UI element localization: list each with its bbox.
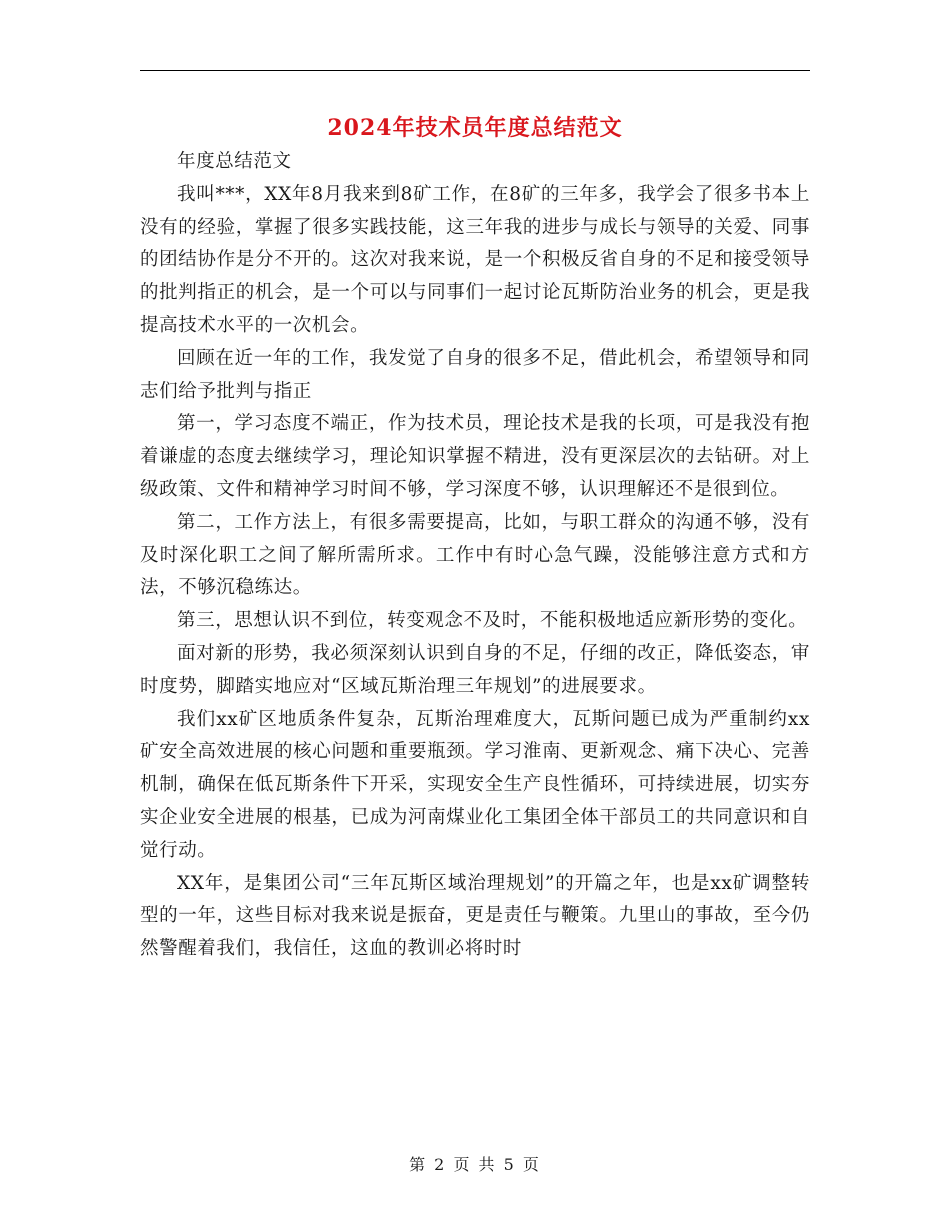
body-paragraph: 第二，工作方法上，有很多需要提高，比如，与职工群众的沟通不够，没有及时深化职工之间了解所需所求。工作中有时心急气躁，没能够注意方式和方法，不够沉稳练达。 <box>140 511 810 599</box>
body-paragraph: 年度总结范文 <box>177 151 292 172</box>
body-paragraph: XX年，是集团公司“三年瓦斯区域治理规划”的开篇之年，也是xx矿调整转型的一年，这些目标对我来说是振奋，更是责任与鞭策。九里山的事故，至今仍然警醒着我们，我信任，这血的教训必将时时 <box>140 872 810 960</box>
document-title: 2024年技术员年度总结范文 <box>327 115 623 141</box>
body-paragraph: 回顾在近一年的工作，我发觉了自身的很多不足，借此机会，希望领导和同志们给予批判与指正 <box>140 347 810 402</box>
body-paragraph: 面对新的形势，我必须深刻认识到自身的不足，仔细的改正，降低姿态，审时度势，脚踏实地应对“区域瓦斯治理三年规划”的进展要求。 <box>140 642 810 697</box>
body-paragraph: 我们xx矿区地质条件复杂，瓦斯治理难度大，瓦斯问题已成为严重制约xx矿安全高效进展的核心问题和重要瓶颈。学习淮南、更新观念、痛下决心、完善机制，确保在低瓦斯条件下开采，实现安全生产良性循环，可持续进展，切实夯实企业安全进展的根基，已成为河南煤业化工集团全体干部员工的共同意识和自觉行动。 <box>140 708 810 861</box>
body-paragraph: 第一，学习态度不端正，作为技术员，理论技术是我的长项，可是我没有抱着谦虚的态度去继续学习，理论知识掌握不精进，没有更深层次的去钻研。对上级政策、文件和精神学习时间不够，学习深度不够，认识理解还不是很到位。 <box>140 413 810 500</box>
body-paragraph: 第三，思想认识不到位，转变观念不及时，不能积极地适应新形势的变化。 <box>177 610 808 632</box>
header-rule <box>140 70 810 71</box>
document-body <box>140 146 810 966</box>
page-number-footer: 第 2 页 共 5 页 <box>409 1155 541 1174</box>
body-paragraph: 我叫***，XX年8月我来到8矿工作，在8矿的三年多，我学会了很多书本上没有的经验，掌握了很多实践技能，这三年我的进步与成长与领导的关爱、同事的团结协作是分不开的。这次对我来说，是一个积极反省自身的不足和接受领导的批判指正的机会，是一个可以与同事们一起讨论瓦斯防治业务的机会，更是我提高技术水平的一次机会。 <box>140 183 810 336</box>
